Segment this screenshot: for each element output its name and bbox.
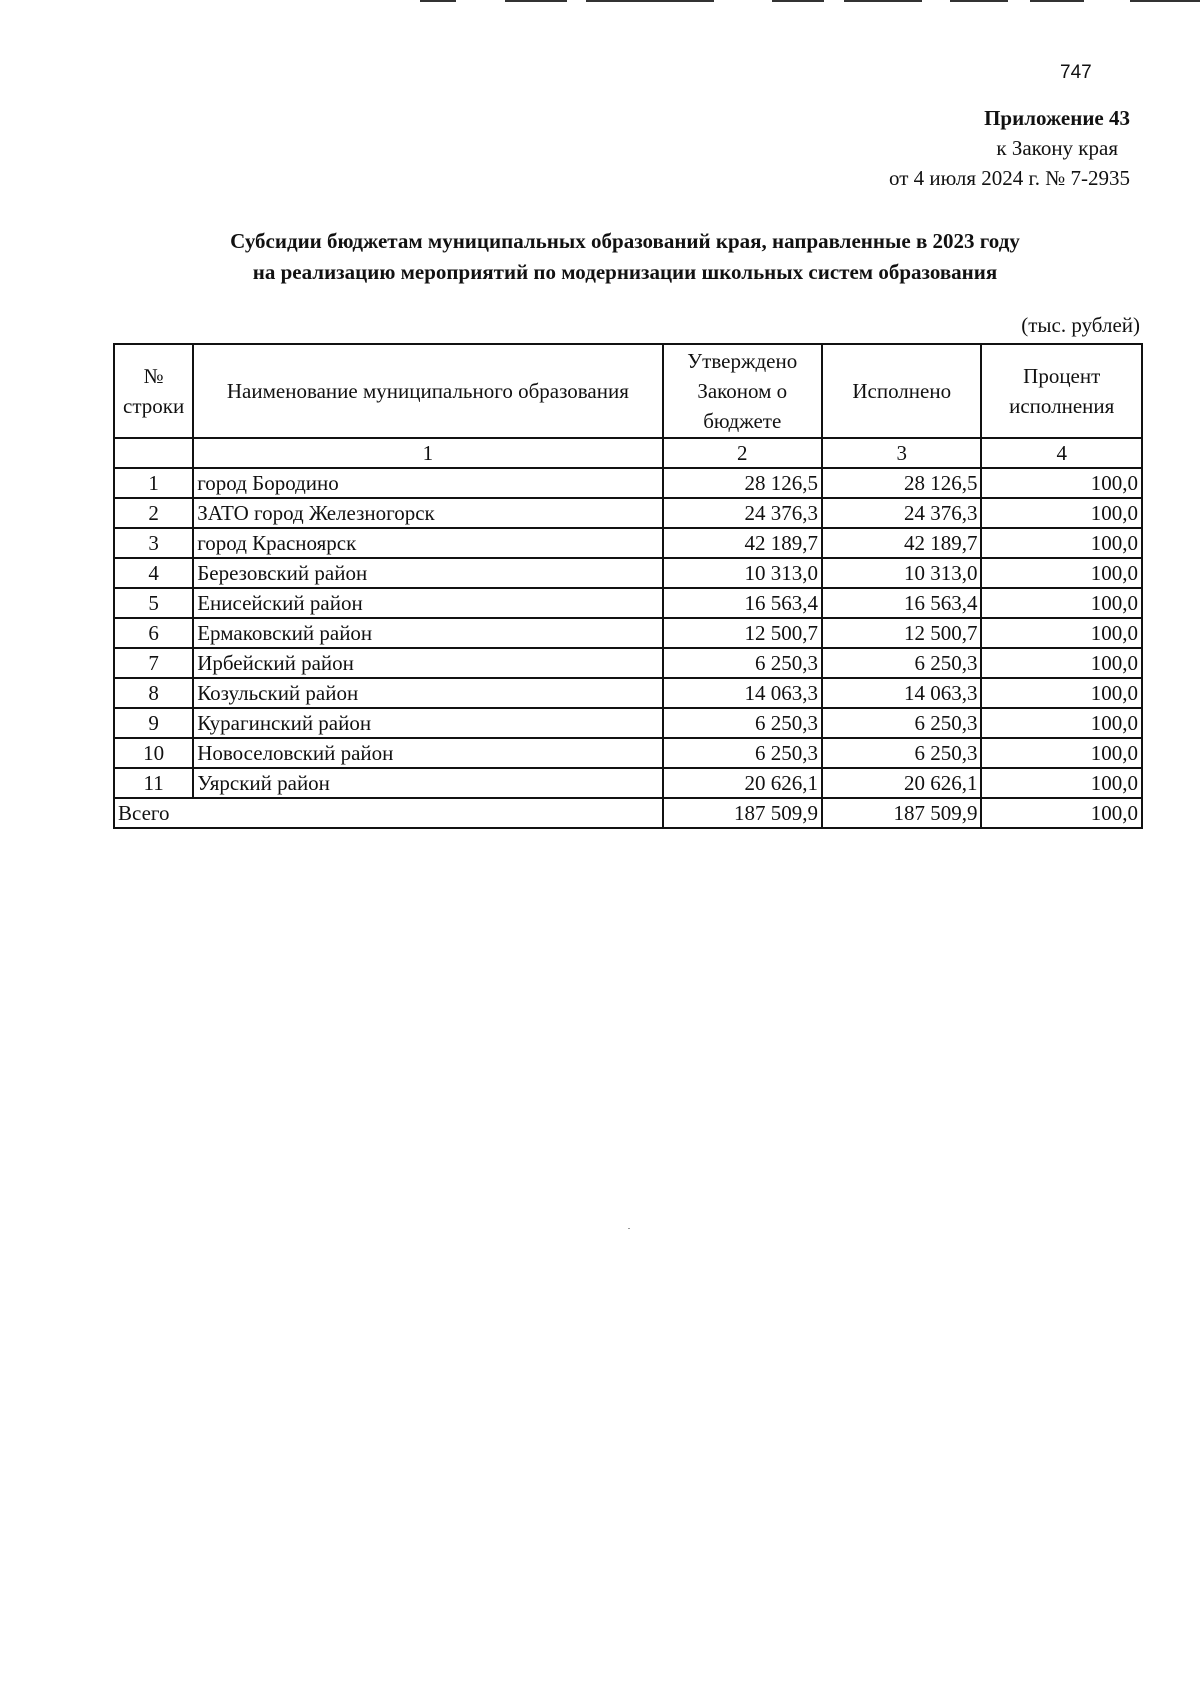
municipality-name: Ирбейский район: [193, 648, 662, 678]
document-title-line-1: Субсидии бюджетам муниципальных образований края, направленные в 2023 году: [230, 229, 1020, 253]
column-number: 4: [981, 438, 1142, 468]
municipality-name: Козульский район: [193, 678, 662, 708]
units-label: (тыс. рублей): [1021, 313, 1140, 337]
executed-amount: 42 189,7: [822, 528, 981, 558]
table-row: [114, 738, 1142, 768]
executed-amount: 16 563,4: [822, 588, 981, 618]
appendix-date-ref: от 4 июля 2024 г. № 7-2935: [889, 166, 1130, 190]
execution-percent: 100,0: [981, 528, 1142, 558]
approved-amount: 16 563,4: [663, 588, 822, 618]
table-row: [114, 468, 1142, 498]
header-approved: Утверждено Законом о бюджете: [663, 344, 822, 438]
column-number: 2: [663, 438, 822, 468]
approved-amount: 28 126,5: [663, 468, 822, 498]
column-number-empty: [114, 438, 193, 468]
row-number: 11: [114, 768, 193, 798]
total-row: [114, 798, 1142, 828]
executed-amount: 12 500,7: [822, 618, 981, 648]
subsidies-table: [113, 343, 1143, 829]
table-row: [114, 768, 1142, 798]
execution-percent: 100,0: [981, 618, 1142, 648]
approved-amount: 14 063,3: [663, 678, 822, 708]
executed-amount: 10 313,0: [822, 558, 981, 588]
municipality-name: Уярский район: [193, 768, 662, 798]
appendix-law-ref: к Закону края: [996, 136, 1118, 160]
table-row: [114, 588, 1142, 618]
execution-percent: 100,0: [981, 648, 1142, 678]
row-number: 3: [114, 528, 193, 558]
appendix-header: [889, 103, 1130, 193]
table-row: [114, 558, 1142, 588]
header-municipality-name: Наименование муниципального образования: [193, 344, 662, 438]
municipality-name: Березовский район: [193, 558, 662, 588]
approved-amount: 10 313,0: [663, 558, 822, 588]
row-number: 9: [114, 708, 193, 738]
row-number: 2: [114, 498, 193, 528]
municipality-name: город Красноярск: [193, 528, 662, 558]
row-number: 8: [114, 678, 193, 708]
execution-percent: 100,0: [981, 498, 1142, 528]
document-title: [100, 226, 1150, 288]
table-row: [114, 498, 1142, 528]
approved-amount: 6 250,3: [663, 708, 822, 738]
execution-percent: 100,0: [981, 708, 1142, 738]
executed-amount: 6 250,3: [822, 648, 981, 678]
header-row-number: № строки: [114, 344, 193, 438]
table-row: [114, 678, 1142, 708]
executed-amount: 24 376,3: [822, 498, 981, 528]
row-number: 1: [114, 468, 193, 498]
approved-amount: 6 250,3: [663, 648, 822, 678]
column-number-row: [114, 438, 1142, 468]
document-title-line-2: на реализацию мероприятий по модернизации школьных систем образования: [252, 260, 998, 284]
municipality-name: ЗАТО город Железногорск: [193, 498, 662, 528]
row-number: 5: [114, 588, 193, 618]
approved-amount: 12 500,7: [663, 618, 822, 648]
row-number: 6: [114, 618, 193, 648]
row-number: 7: [114, 648, 193, 678]
approved-amount: 6 250,3: [663, 738, 822, 768]
total-execution-percent: 100,0: [981, 798, 1142, 828]
municipality-name: Ермаковский район: [193, 618, 662, 648]
execution-percent: 100,0: [981, 768, 1142, 798]
table-row: [114, 618, 1142, 648]
table-row: [114, 528, 1142, 558]
header-percent: Процент исполнения: [981, 344, 1142, 438]
total-executed-amount: 187 509,9: [822, 798, 981, 828]
execution-percent: 100,0: [981, 468, 1142, 498]
executed-amount: 14 063,3: [822, 678, 981, 708]
table-header-row: [114, 344, 1142, 438]
execution-percent: 100,0: [981, 678, 1142, 708]
municipality-name: город Бородино: [193, 468, 662, 498]
execution-percent: 100,0: [981, 558, 1142, 588]
executed-amount: 6 250,3: [822, 738, 981, 768]
municipality-name: Енисейский район: [193, 588, 662, 618]
municipality-name: Новоселовский район: [193, 738, 662, 768]
column-number: 3: [822, 438, 981, 468]
execution-percent: 100,0: [981, 588, 1142, 618]
row-number: 10: [114, 738, 193, 768]
column-number: 1: [193, 438, 662, 468]
page-number: 747: [1060, 62, 1092, 83]
scan-speck: [628, 1228, 630, 1229]
approved-amount: 20 626,1: [663, 768, 822, 798]
approved-amount: 42 189,7: [663, 528, 822, 558]
appendix-title: Приложение 43: [984, 106, 1130, 130]
executed-amount: 6 250,3: [822, 708, 981, 738]
total-label: Всего: [114, 798, 663, 828]
row-number: 4: [114, 558, 193, 588]
scan-top-marks: [420, 0, 1200, 4]
executed-amount: 28 126,5: [822, 468, 981, 498]
approved-amount: 24 376,3: [663, 498, 822, 528]
table-row: [114, 708, 1142, 738]
executed-amount: 20 626,1: [822, 768, 981, 798]
municipality-name: Курагинский район: [193, 708, 662, 738]
total-approved-amount: 187 509,9: [663, 798, 822, 828]
execution-percent: 100,0: [981, 738, 1142, 768]
table-row: [114, 648, 1142, 678]
header-executed: Исполнено: [822, 344, 981, 438]
